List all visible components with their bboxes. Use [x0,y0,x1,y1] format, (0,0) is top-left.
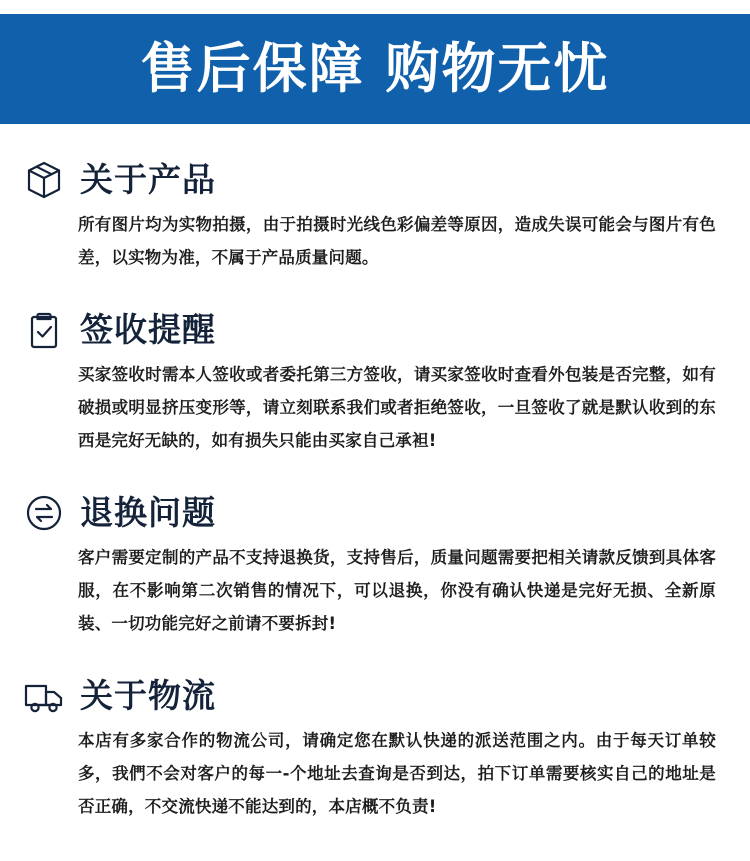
section-body [78,541,716,640]
section-title: 关于产品 [80,159,216,199]
sections-container [0,124,750,823]
section-header [0,491,750,535]
section-body [78,208,716,274]
section-body [78,358,716,457]
section-title: 关于物流 [80,675,216,715]
truck-icon [22,674,66,718]
section-delivery-acceptance [0,308,750,457]
section-paragraph: 买家签收时需本人签收或者委托第三方签收，请买家签收时查看外包装是否完整，如有破损或明显挤压变形等，请立刻联系我们或者拒绝签收，一旦签收了就是默认收到的东西是完好无缺的，如有损失只能由买家自己承袒! [78,365,716,450]
section-header [0,158,750,202]
section-header [0,674,750,718]
section-title: 退换问题 [80,492,216,532]
section-title: 签收提醒 [80,309,216,349]
section-paragraph: 所有图片均为实物拍摄，由于拍摄时光线色彩偏差等原因，造成失误可能会与图片有色差，以实物为准，不属于产品质量问题。 [78,215,716,267]
exchange-circle-icon [22,491,66,535]
section-body [78,724,716,823]
page-title: 售后保障 购物无忧 [140,37,610,100]
section-about-product [0,158,750,274]
clipboard-check-icon [22,308,66,352]
section-paragraph: 本店有多家合作的物流公司，请确定您在默认快递的派送范围之内。由于每天订单较多，我們不会对客户的每一-个地址去查询是否到达，拍下订单需要核实自己的地址是否正确，不交流快递不能达到的，本店概不负责! [78,731,716,816]
section-return-exchange [0,491,750,640]
section-about-logistics [0,674,750,823]
box-icon [22,158,66,202]
page-banner [0,14,750,124]
section-paragraph: 客户需要定制的产品不支持退换货，支持售后，质量问题需要把相关请款反馈到具体客服，在不影响第二次销售的情况下，可以退换，你没有确认快递是完好无损、全新原装、一切功能完好之前请不要拆封! [78,548,716,633]
section-header [0,308,750,352]
